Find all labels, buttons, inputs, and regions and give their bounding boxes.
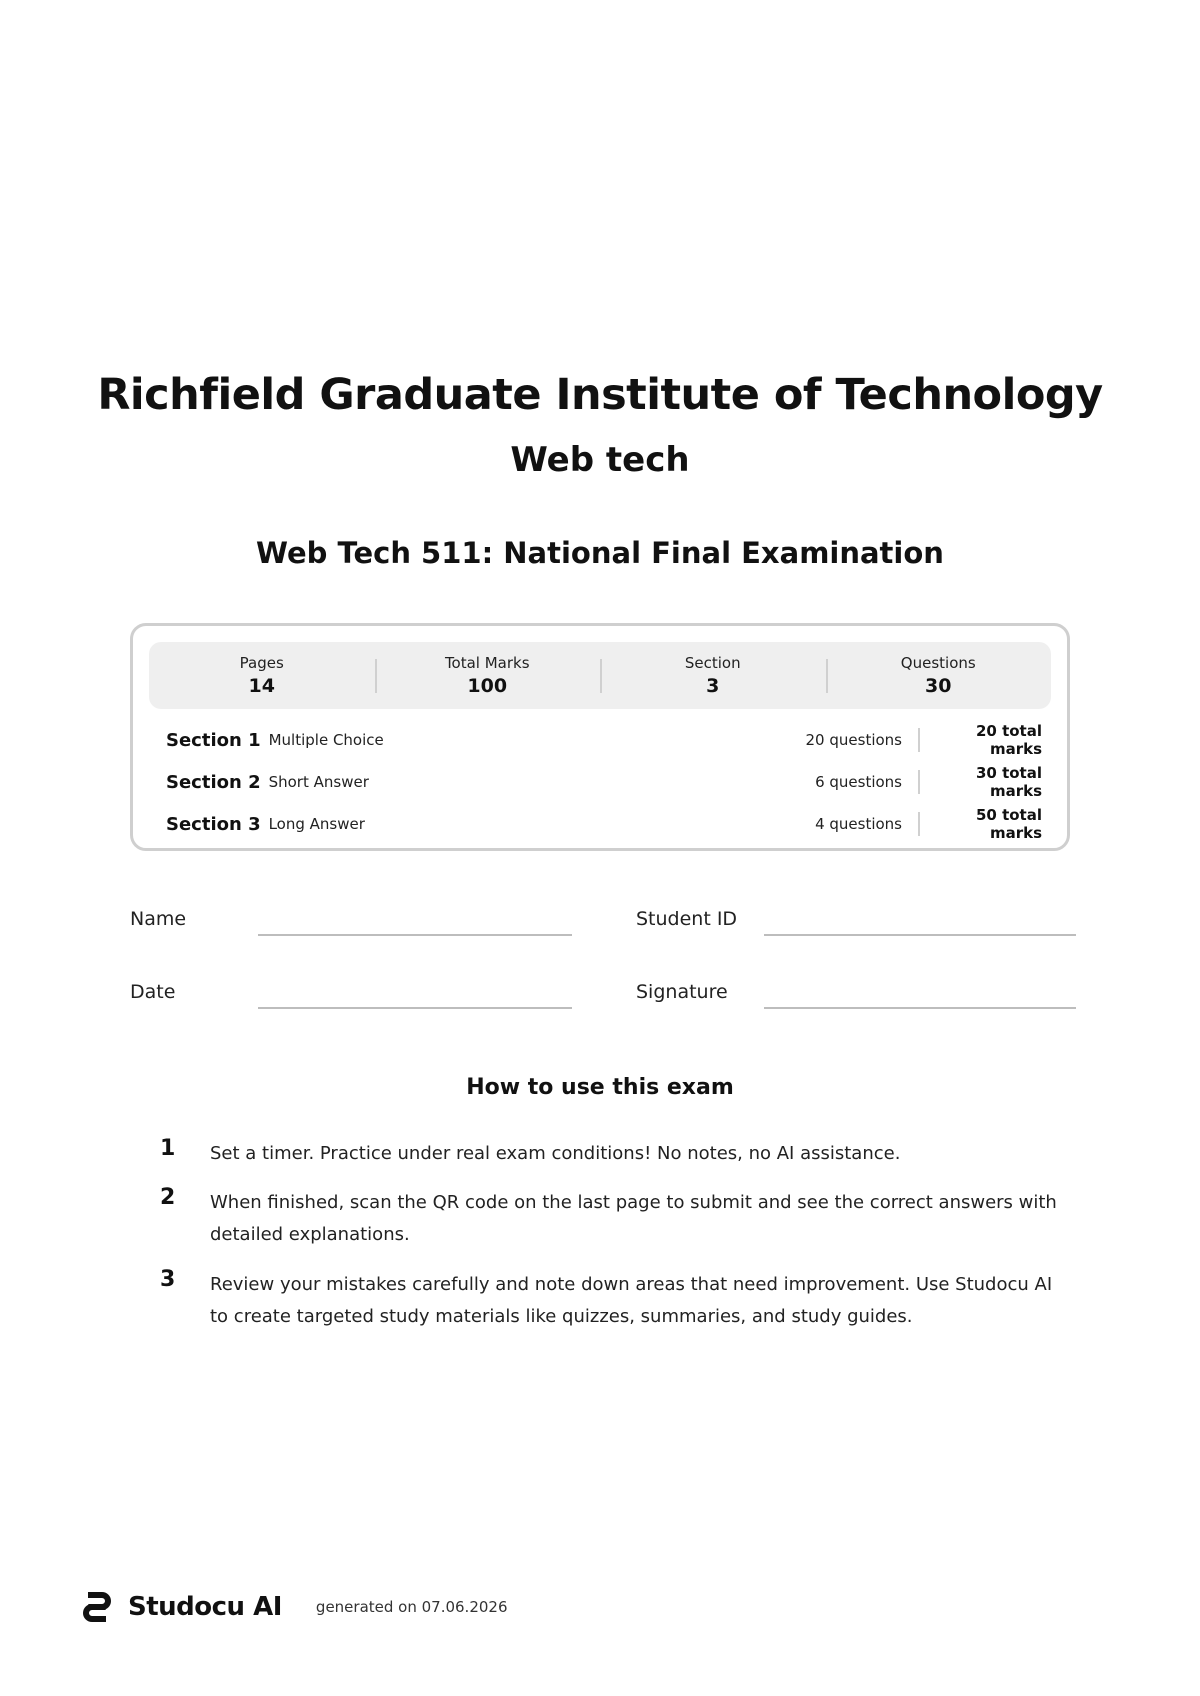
course-title: Web tech xyxy=(510,440,690,480)
stat-value: 14 xyxy=(248,675,275,697)
date-field[interactable] xyxy=(258,1007,572,1009)
section-question-count: 20 questions xyxy=(805,731,902,749)
section-marks: 20 total marks xyxy=(975,722,1042,758)
section-name: Section 2 xyxy=(166,771,261,793)
section-row-2 xyxy=(166,764,1042,800)
section-row-3 xyxy=(166,806,1042,842)
stat-label: Pages xyxy=(239,654,284,672)
student-id-field[interactable] xyxy=(764,934,1076,936)
stat-value: 3 xyxy=(706,675,720,697)
howto-title: How to use this exam xyxy=(466,1075,734,1100)
stat-section xyxy=(600,642,826,709)
stat-label: Total Marks xyxy=(444,654,530,672)
section-name: Section 1 xyxy=(166,729,261,751)
stat-pages xyxy=(149,642,375,709)
section-row-1 xyxy=(166,722,1042,758)
footer xyxy=(78,1585,508,1629)
section-marks: 30 total marks xyxy=(975,764,1042,800)
step-text: Set a timer. Practice under real exam conditions! No notes, no AI assistance. xyxy=(210,1143,901,1164)
step-text: When finished, scan the QR code on the last page to submit and see the correct answers with detailed explanations. xyxy=(210,1192,1057,1245)
step-text: Review your mistakes carefully and note down areas that need improvement. Use Studocu AI to create targeted study materials like quizzes, summaries, and study guides. xyxy=(210,1274,1053,1327)
stat-label: Section xyxy=(684,654,741,672)
section-name: Section 3 xyxy=(166,813,261,835)
student-id-label: Student ID xyxy=(636,908,738,930)
step-number: 3 xyxy=(160,1267,176,1292)
brand-name: Studocu AI xyxy=(128,1592,282,1622)
signature-field[interactable] xyxy=(764,1007,1076,1009)
stat-value: 100 xyxy=(467,675,508,697)
stat-value: 30 xyxy=(925,675,952,697)
exam-title: Web Tech 511: National Final Examination xyxy=(256,536,944,570)
step-number: 1 xyxy=(160,1136,176,1161)
name-label: Name xyxy=(130,908,187,930)
name-field[interactable] xyxy=(258,934,572,936)
section-marks: 50 total marks xyxy=(975,806,1042,842)
section-question-count: 6 questions xyxy=(815,773,902,791)
stat-label: Questions xyxy=(900,654,976,672)
generated-date: generated on 07.06.2026 xyxy=(315,1598,508,1616)
step-number: 2 xyxy=(160,1185,176,1210)
section-type: Short Answer xyxy=(268,773,369,791)
section-question-count: 4 questions xyxy=(815,815,902,833)
stat-total-marks xyxy=(375,642,601,709)
institution-title: Richfield Graduate Institute of Technology xyxy=(97,370,1103,420)
date-label: Date xyxy=(130,981,176,1003)
stat-questions xyxy=(826,642,1052,709)
exam-summary-box xyxy=(130,623,1070,851)
section-type: Long Answer xyxy=(268,815,365,833)
signature-label: Signature xyxy=(636,981,728,1003)
exam-stats-bar xyxy=(149,642,1051,709)
studocu-logo-icon xyxy=(78,1588,116,1626)
section-type: Multiple Choice xyxy=(268,731,384,749)
